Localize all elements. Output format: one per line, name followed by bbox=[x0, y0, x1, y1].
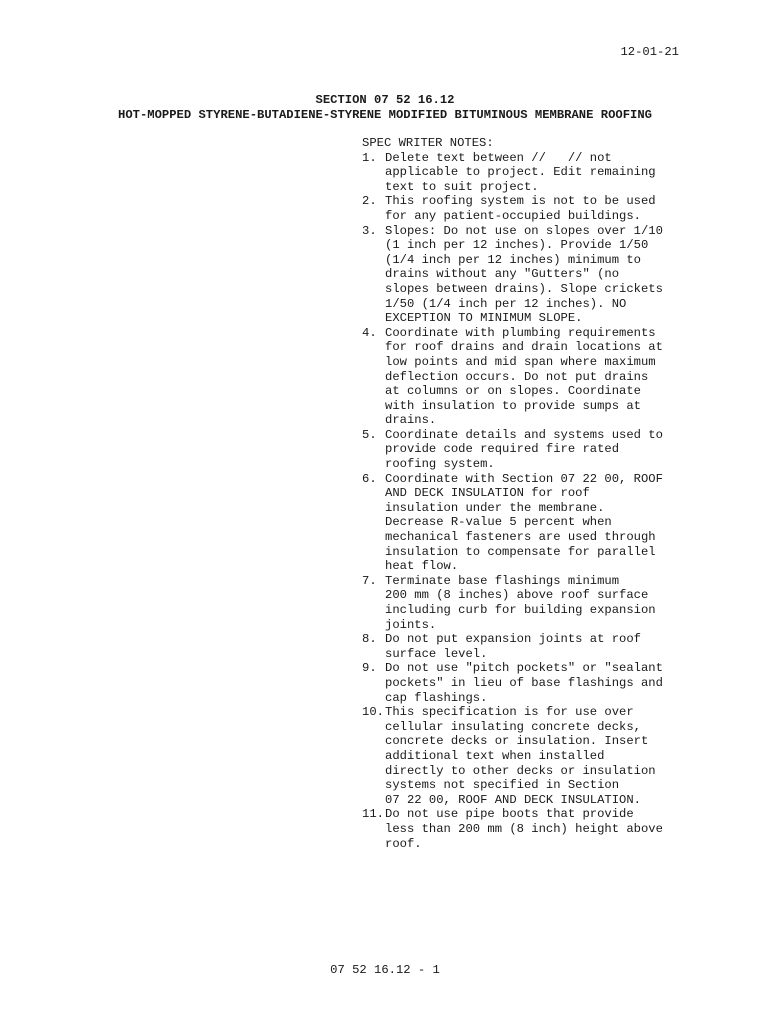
notes-list bbox=[362, 151, 692, 852]
note-number: 4. bbox=[362, 325, 377, 340]
note-item bbox=[362, 194, 692, 223]
note-item bbox=[362, 807, 692, 851]
note-text: Do not put expansion joints at roof surface level. bbox=[385, 632, 641, 661]
note-text: Coordinate details and systems used to provide code required fire rated roofing system. bbox=[385, 427, 663, 472]
note-text: Slopes: Do not use on slopes over 1/10 (1 inch per 12 inches). Provide 1/50 (1/4 inch per 12 inches) minimum to drains without any "Gutters" (no slopes between drains). Slope crickets 1/50 (1/4 inch per 12 inches). NO EXCEPTION TO MINIMUM SLOPE. bbox=[385, 223, 663, 326]
page-footer: 07 52 16.12 - 1 bbox=[330, 963, 440, 977]
note-item bbox=[362, 151, 692, 195]
note-number: 9. bbox=[362, 661, 377, 676]
document-date: 12-01-21 bbox=[620, 45, 679, 59]
note-text: Coordinate with plumbing requirements for roof drains and drain locations at low points and mid span where maximum deflection occurs. Do not put drains at columns or on slopes. Coordinate with insulation to provide sumps at drains. bbox=[385, 325, 663, 428]
note-text: Coordinate with Section 07 22 00, ROOF AND DECK INSULATION for roof insulation under the membrane. Decrease R-value 5 percent when mechanical fasteners are used through insulation to compensate for parallel heat flow. bbox=[385, 471, 663, 574]
notes-heading: SPEC WRITER NOTES: bbox=[362, 136, 494, 150]
note-item bbox=[362, 224, 692, 326]
note-number: 5. bbox=[362, 427, 377, 442]
note-text: Terminate base flashings minimum 200 mm (8 inches) above roof surface including curb for building expansion joints. bbox=[385, 573, 656, 632]
note-number: 11. bbox=[362, 807, 384, 822]
section-title: HOT-MOPPED STYRENE-BUTADIENE-STYRENE MODIFIED BITUMINOUS MEMBRANE ROOFING bbox=[118, 108, 652, 122]
note-number: 1. bbox=[362, 150, 377, 165]
note-number: 8. bbox=[362, 632, 377, 647]
note-number: 10. bbox=[362, 705, 384, 720]
note-text: Do not use pipe boots that provide less than 200 mm (8 inch) height above roof. bbox=[385, 807, 663, 851]
note-item bbox=[362, 472, 692, 574]
section-number: SECTION 07 52 16.12 bbox=[315, 93, 455, 107]
note-item bbox=[362, 632, 692, 661]
note-text: This specification is for use over cellular insulating concrete decks, concrete decks or insulation. Insert additional text when installed directly to other decks or insulation systems not specified in Section 07 22 00, ROOF AND DECK INSULATION. bbox=[385, 705, 656, 807]
note-item bbox=[362, 326, 692, 428]
note-text: Do not use "pitch pockets" or "sealant pockets" in lieu of base flashings and cap flashings. bbox=[385, 661, 663, 705]
note-item bbox=[362, 705, 692, 807]
note-text: This roofing system is not to be used for any patient-occupied buildings. bbox=[385, 194, 656, 223]
note-item bbox=[362, 428, 692, 472]
note-number: 2. bbox=[362, 194, 377, 209]
note-item bbox=[362, 661, 692, 705]
spec-writer-notes bbox=[362, 136, 692, 851]
note-number: 6. bbox=[362, 471, 377, 486]
note-number: 7. bbox=[362, 573, 377, 588]
note-number: 3. bbox=[362, 223, 377, 238]
note-item bbox=[362, 574, 692, 632]
note-text: Delete text between // // not applicable to project. Edit remaining text to suit project. bbox=[385, 150, 656, 194]
